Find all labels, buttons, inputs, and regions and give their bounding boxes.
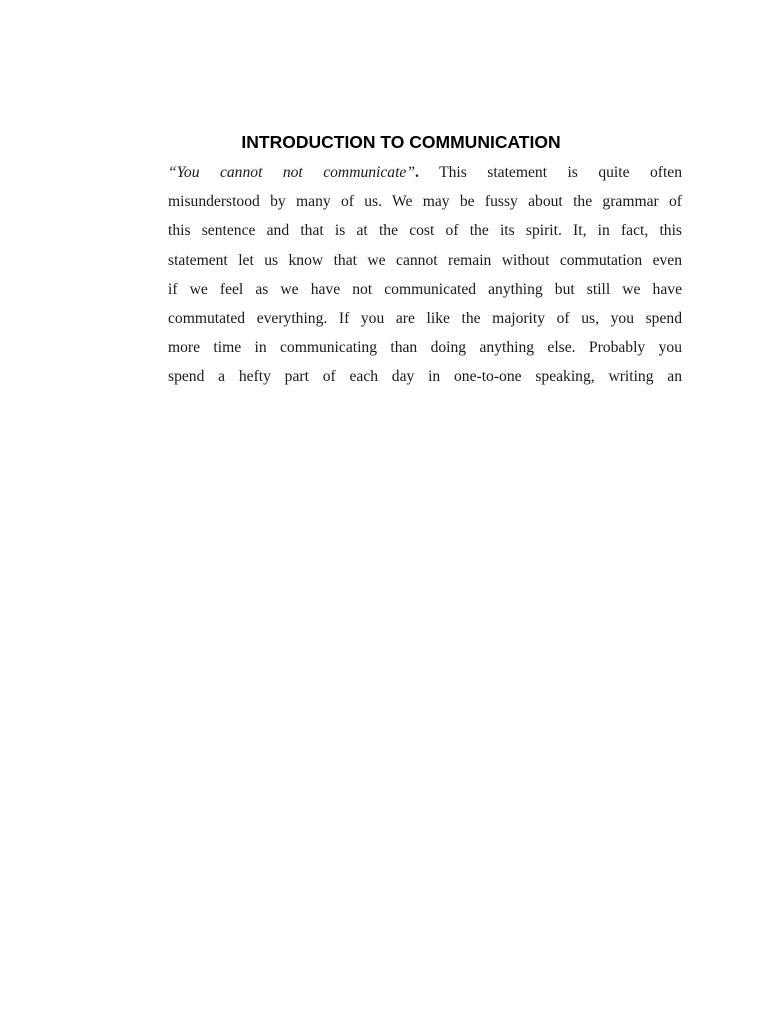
line-text: This statement is quite often [418,164,682,181]
paragraph-line: if we feel as we have not communicated anything but still we have [168,280,682,298]
paragraph-line [168,158,682,187]
paragraph-line: this sentence and that is at the cost of the its spirit. It, in fact, this [168,222,682,240]
paragraph-line: statement let us know that we cannot remain without commutation even [168,251,682,269]
paragraph-line: spend a hefty part of each day in one-to-one speaking, writing an [168,368,682,386]
quote-period: . [415,164,419,181]
paragraph-line: commutated everything. If you are like the majority of us, you spend [168,309,682,327]
opening-quote: “You cannot not communicate” [168,164,416,181]
paragraph-line: more time in communicating than doing anything else. Probably you [168,339,682,357]
page-title: INTRODUCTION TO COMMUNICATION [241,132,561,152]
body-paragraph [168,158,682,392]
paragraph-line: misunderstood by many of us. We may be fussy about the grammar of [168,193,682,211]
